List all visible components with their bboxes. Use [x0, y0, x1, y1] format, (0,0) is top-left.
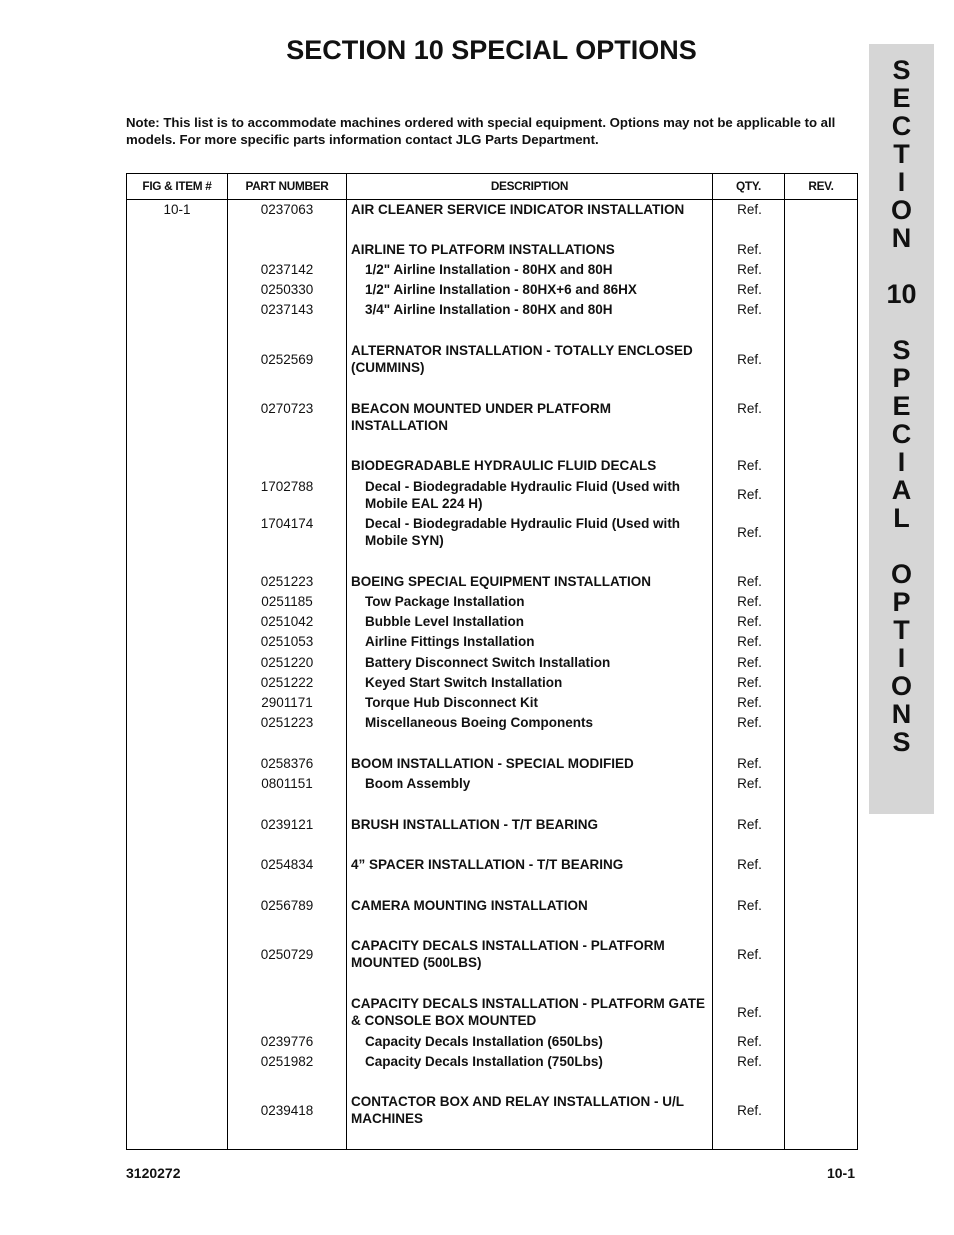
row-description: Bubble Level Installation [365, 614, 525, 629]
row-qty: Ref. [737, 776, 762, 791]
row-part-number: 0258376 [260, 756, 314, 771]
parts-table [126, 173, 858, 1150]
row-qty: Ref. [737, 1054, 762, 1069]
tab-char: P [892, 363, 911, 393]
header-fig: FIG & ITEM # [142, 179, 212, 193]
tab-char: T [893, 615, 910, 645]
row-qty: Ref. [737, 947, 762, 962]
row-description: Miscellaneous Boeing Components [365, 715, 594, 730]
row-description: Decal - Biodegradable Hydraulic Fluid (Used with Mobile SYN) [365, 516, 681, 548]
row-qty: Ref. [737, 634, 762, 649]
row-description: Boom Assembly [365, 776, 471, 791]
tab-char: O [890, 195, 912, 225]
header-rev: REV. [808, 179, 834, 193]
page-title: SECTION 10 SPECIAL OPTIONS [286, 35, 697, 65]
row-part-number: 0237142 [260, 262, 314, 277]
row-qty: Ref. [737, 898, 762, 913]
tab-char: L [893, 503, 910, 533]
row-description: Capacity Decals Installation (650Lbs) [365, 1034, 603, 1049]
row-part-number: 0251223 [260, 715, 314, 730]
row-description: ALTERNATOR INSTALLATION - TOTALLY ENCLOSED (CUMMINS) [351, 343, 693, 375]
row-description: BOEING SPECIAL EQUIPMENT INSTALLATION [351, 574, 652, 589]
row-description: Decal - Biodegradable Hydraulic Fluid (Used with Mobile EAL 224 H) [365, 479, 681, 511]
row-qty: Ref. [737, 817, 762, 832]
row-description: Tow Package Installation [365, 594, 525, 609]
row-part-number: 1704174 [260, 516, 314, 531]
tab-char: N [891, 223, 912, 253]
tab-char: I [897, 167, 906, 197]
row-qty: Ref. [737, 1034, 762, 1049]
row-description: Capacity Decals Installation (750Lbs) [365, 1054, 603, 1069]
row-qty: Ref. [737, 756, 762, 771]
tab-char: C [891, 419, 912, 449]
row-description: Airline Fittings Installation [365, 634, 535, 649]
row-description: CONTACTOR BOX AND RELAY INSTALLATION - U/L MACHINES [351, 1094, 684, 1126]
row-part-number: 0251223 [260, 574, 314, 589]
row-description: 4” SPACER INSTALLATION - T/T BEARING [351, 857, 624, 872]
row-description: BOOM INSTALLATION - SPECIAL MODIFIED [351, 756, 634, 771]
row-part-number: 0256789 [260, 898, 314, 913]
header-qty: QTY. [735, 179, 762, 193]
row-part-number: 0251222 [260, 675, 314, 690]
row-part-number: 0270723 [260, 401, 314, 416]
row-description: Keyed Start Switch Installation [365, 675, 563, 690]
row-part-number: 0237063 [260, 202, 314, 217]
tab-char: C [891, 111, 912, 141]
header-description: DESCRIPTION [490, 179, 569, 193]
row-part-number: 0239776 [260, 1034, 314, 1049]
row-description: AIRLINE TO PLATFORM INSTALLATIONS [351, 242, 615, 257]
tab-char: O [890, 671, 912, 701]
row-part-number: 1702788 [260, 479, 314, 494]
tab-char: I [897, 447, 906, 477]
row-description: AIR CLEANER SERVICE INDICATOR INSTALLATION [351, 202, 685, 217]
tab-char: O [890, 559, 912, 589]
row-qty: Ref. [737, 574, 762, 589]
row-description: 1/2" Airline Installation - 80HX+6 and 86HX [365, 282, 637, 297]
row-qty: Ref. [737, 242, 762, 257]
row-part-number: 0237143 [260, 302, 314, 317]
row-qty: Ref. [737, 695, 762, 710]
row-description: BRUSH INSTALLATION - T/T BEARING [351, 817, 598, 832]
row-qty: Ref. [737, 1005, 762, 1020]
header-part-number: PART NUMBER [245, 179, 329, 193]
row-part-number: 2901171 [261, 695, 313, 710]
row-description: BIODEGRADABLE HYDRAULIC FLUID DECALS [351, 458, 657, 473]
row-qty: Ref. [737, 675, 762, 690]
tab-char: S [892, 335, 911, 365]
note-text: Note: This list is to accommodate machines ordered with special equipment. Options may not be applicable to all models. For more specific parts information contact JLG Parts Department. [126, 115, 836, 147]
row-qty: Ref. [737, 857, 762, 872]
tab-char: S [892, 55, 911, 85]
row-qty: Ref. [737, 487, 762, 502]
row-part-number: 0252569 [260, 352, 314, 367]
row-qty: Ref. [737, 614, 762, 629]
page-number: 10-1 [826, 1165, 855, 1181]
row-qty: Ref. [737, 401, 762, 416]
tab-char: T [893, 139, 910, 169]
row-qty: Ref. [737, 715, 762, 730]
row-qty: Ref. [737, 1103, 762, 1118]
tab-char: E [892, 83, 911, 113]
row-qty: Ref. [737, 352, 762, 367]
tab-char: 10 [886, 279, 917, 309]
tab-char: E [892, 391, 911, 421]
row-qty: Ref. [737, 262, 762, 277]
row-part-number: 0250729 [260, 947, 314, 962]
row-part-number: 0251220 [260, 655, 314, 670]
row-qty: Ref. [737, 458, 762, 473]
row-description: CAPACITY DECALS INSTALLATION - PLATFORM GATE & CONSOLE BOX MOUNTED [351, 996, 705, 1028]
row-qty: Ref. [737, 202, 762, 217]
row-description: CAPACITY DECALS INSTALLATION - PLATFORM MOUNTED (500LBS) [351, 938, 665, 970]
row-part-number: 0250330 [260, 282, 314, 297]
row-qty: Ref. [737, 302, 762, 317]
row-part-number: 0239418 [260, 1103, 314, 1118]
header-divider [127, 199, 857, 200]
row-qty: Ref. [737, 282, 762, 297]
tab-char: P [892, 587, 911, 617]
row-qty: Ref. [737, 594, 762, 609]
row-part-number: 0251053 [260, 634, 314, 649]
row-qty: Ref. [737, 655, 762, 670]
doc-number: 3120272 [126, 1165, 181, 1181]
row-part-number: 0239121 [260, 817, 314, 832]
column-divider [346, 174, 347, 1149]
tab-char: S [892, 727, 911, 757]
row-description: CAMERA MOUNTING INSTALLATION [351, 898, 588, 913]
row-part-number: 0251982 [260, 1054, 314, 1069]
row-qty: Ref. [737, 525, 762, 540]
tab-char: A [891, 475, 912, 505]
row-part-number: 0251042 [260, 614, 314, 629]
section-tab [869, 44, 934, 814]
tab-char: I [897, 643, 906, 673]
column-divider [712, 174, 713, 1149]
row-fig: 10-1 [163, 202, 191, 217]
row-description: BEACON MOUNTED UNDER PLATFORM INSTALLATION [351, 401, 611, 433]
row-description: Torque Hub Disconnect Kit [365, 695, 539, 710]
row-description: 1/2" Airline Installation - 80HX and 80H [365, 262, 613, 277]
row-description: Battery Disconnect Switch Installation [365, 655, 611, 670]
row-part-number: 0254834 [260, 857, 314, 872]
row-part-number: 0801151 [261, 776, 313, 791]
row-description: 3/4" Airline Installation - 80HX and 80H [365, 302, 613, 317]
tab-char: N [891, 699, 912, 729]
row-part-number: 0251185 [261, 594, 313, 609]
